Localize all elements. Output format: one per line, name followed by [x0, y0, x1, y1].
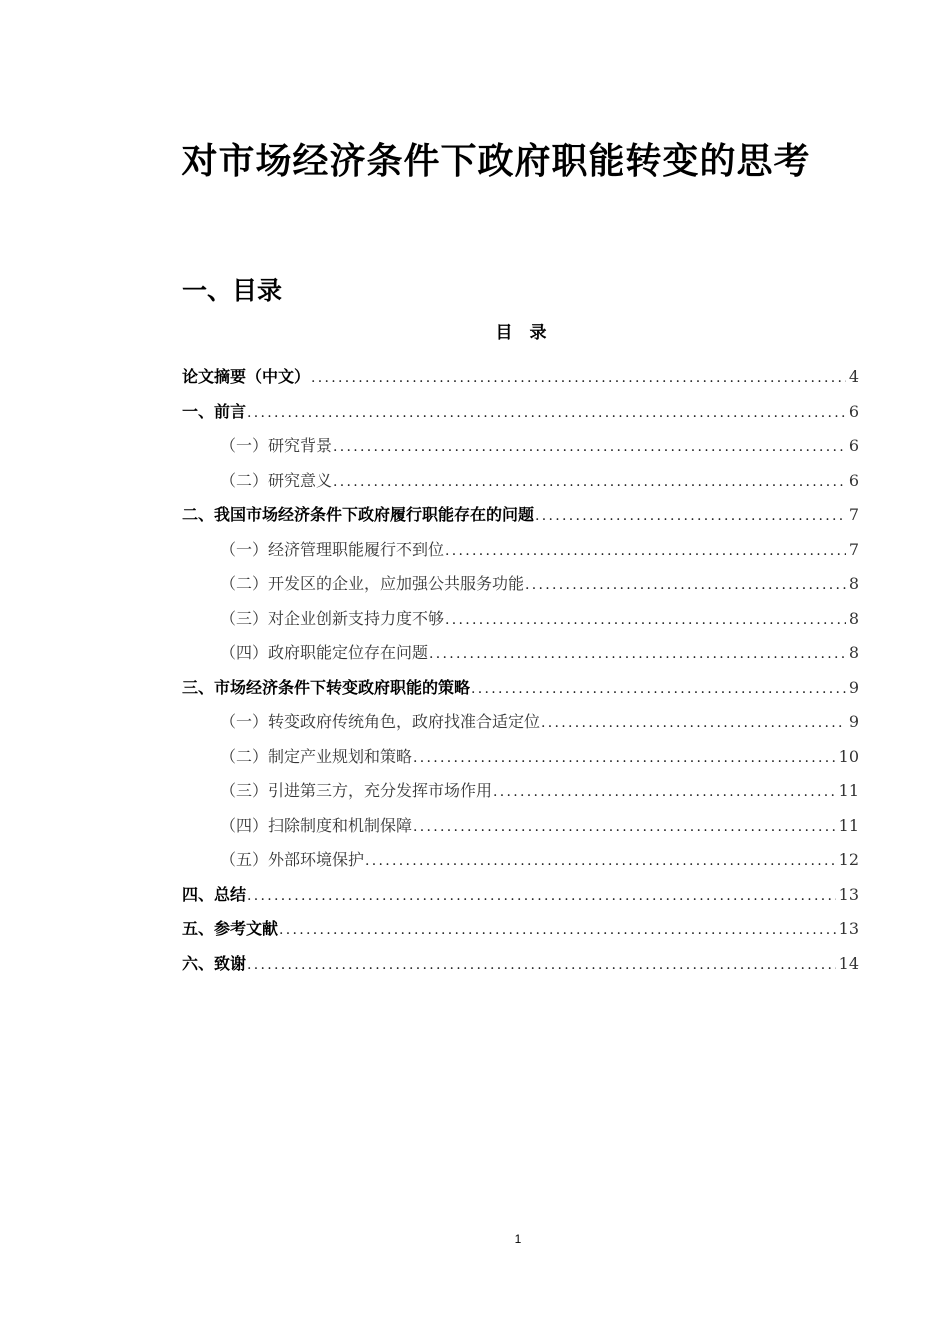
- toc-entry[interactable]: [182, 464, 859, 499]
- toc-dot-leader: [493, 775, 836, 810]
- toc-entry-label: 六、致谢: [182, 953, 247, 973]
- toc-entry-page: 7: [848, 505, 859, 524]
- toc-dot-leader: [247, 879, 836, 914]
- toc-title: 目 录: [495, 323, 547, 343]
- toc-entry-label: （三）对企业创新支持力度不够: [220, 608, 445, 628]
- toc-dot-leader: [311, 361, 846, 396]
- toc-entry[interactable]: [182, 878, 859, 913]
- toc-entry-label: 论文摘要（中文）: [182, 367, 311, 386]
- toc-dot-leader: [333, 465, 846, 500]
- toc-dot-leader: [365, 844, 836, 879]
- toc-entry[interactable]: [182, 602, 859, 637]
- toc-entry-label: （二）研究意义: [220, 470, 333, 490]
- toc-entry[interactable]: [182, 843, 859, 878]
- toc-entry-label: （一）研究背景: [220, 436, 333, 455]
- toc-entry-page: 12: [838, 850, 859, 869]
- toc-dot-leader: [413, 741, 836, 776]
- toc-entry-label: （三）引进第三方，充分发挥市场作用: [220, 781, 493, 800]
- toc-entry-page: 9: [848, 712, 859, 731]
- toc-entry-label: （一）转变政府传统角色，政府找准合适定位: [220, 712, 541, 731]
- toc-entry[interactable]: [182, 705, 859, 740]
- toc-entry-label: 二、我国市场经济条件下政府履行职能存在的问题: [182, 505, 535, 524]
- toc-entry-page: 6: [848, 401, 859, 421]
- toc-entry-page: 9: [848, 677, 859, 697]
- toc-entry-page: 13: [838, 919, 859, 938]
- toc-entry-page: 6: [848, 470, 859, 490]
- toc-dot-leader: [247, 396, 846, 431]
- toc-entry[interactable]: [182, 809, 859, 844]
- toc-dot-leader: [279, 913, 836, 948]
- toc-entry-page: 10: [838, 746, 859, 766]
- toc-entry-page: 14: [838, 953, 859, 973]
- toc-entry[interactable]: [182, 498, 859, 533]
- toc-entry-page: 13: [838, 884, 859, 904]
- toc-dot-leader: [445, 603, 846, 638]
- toc-entry-label: （五）外部环境保护: [220, 850, 365, 869]
- toc-entry[interactable]: [182, 947, 859, 982]
- toc-entry[interactable]: [182, 429, 859, 464]
- toc-entry-label: （四）扫除制度和机制保障: [220, 815, 413, 835]
- toc-entry[interactable]: [182, 567, 859, 602]
- toc-entry[interactable]: [182, 740, 859, 775]
- toc-entry-page: 8: [848, 643, 859, 662]
- toc-dot-leader: [535, 499, 846, 534]
- toc-entry[interactable]: [182, 774, 859, 809]
- toc-entry-label: （二）开发区的企业，应加强公共服务功能: [220, 574, 525, 593]
- toc-entry-label: 五、参考文献: [182, 919, 279, 938]
- toc-entry-page: 7: [848, 539, 859, 559]
- toc-entry[interactable]: [182, 912, 859, 947]
- toc-entry-label: 一、前言: [182, 401, 247, 421]
- document-title: 对市场经济条件下政府职能转变的思考: [181, 141, 811, 183]
- toc-entry-label: （二）制定产业规划和策略: [220, 746, 413, 766]
- toc-dot-leader: [471, 672, 846, 707]
- toc-dot-leader: [247, 948, 836, 983]
- toc-entry-page: 11: [838, 781, 859, 800]
- toc-entry[interactable]: [182, 360, 859, 395]
- toc-entry-label: 四、总结: [182, 884, 247, 904]
- toc-dot-leader: [525, 568, 846, 603]
- toc-dot-leader: [413, 810, 836, 845]
- toc-dot-leader: [333, 430, 846, 465]
- toc-entry-page: 8: [848, 574, 859, 593]
- toc-entry[interactable]: [182, 395, 859, 430]
- toc-entry-page: 4: [848, 367, 859, 386]
- table-of-contents: [182, 360, 859, 981]
- toc-entry-label: 三、市场经济条件下转变政府职能的策略: [182, 677, 471, 697]
- toc-entry-page: 8: [848, 608, 859, 628]
- toc-entry[interactable]: [182, 533, 859, 568]
- toc-entry-page: 6: [848, 436, 859, 455]
- toc-entry-page: 11: [838, 815, 859, 835]
- toc-dot-leader: [445, 534, 846, 569]
- toc-entry[interactable]: [182, 636, 859, 671]
- toc-dot-leader: [541, 706, 846, 741]
- toc-entry-label: （一）经济管理职能履行不到位: [220, 539, 445, 559]
- section-heading: 一、目录: [182, 275, 283, 305]
- toc-dot-leader: [429, 637, 846, 672]
- page-number: 1: [514, 1232, 522, 1246]
- toc-entry[interactable]: [182, 671, 859, 706]
- toc-entry-label: （四）政府职能定位存在问题: [220, 643, 429, 662]
